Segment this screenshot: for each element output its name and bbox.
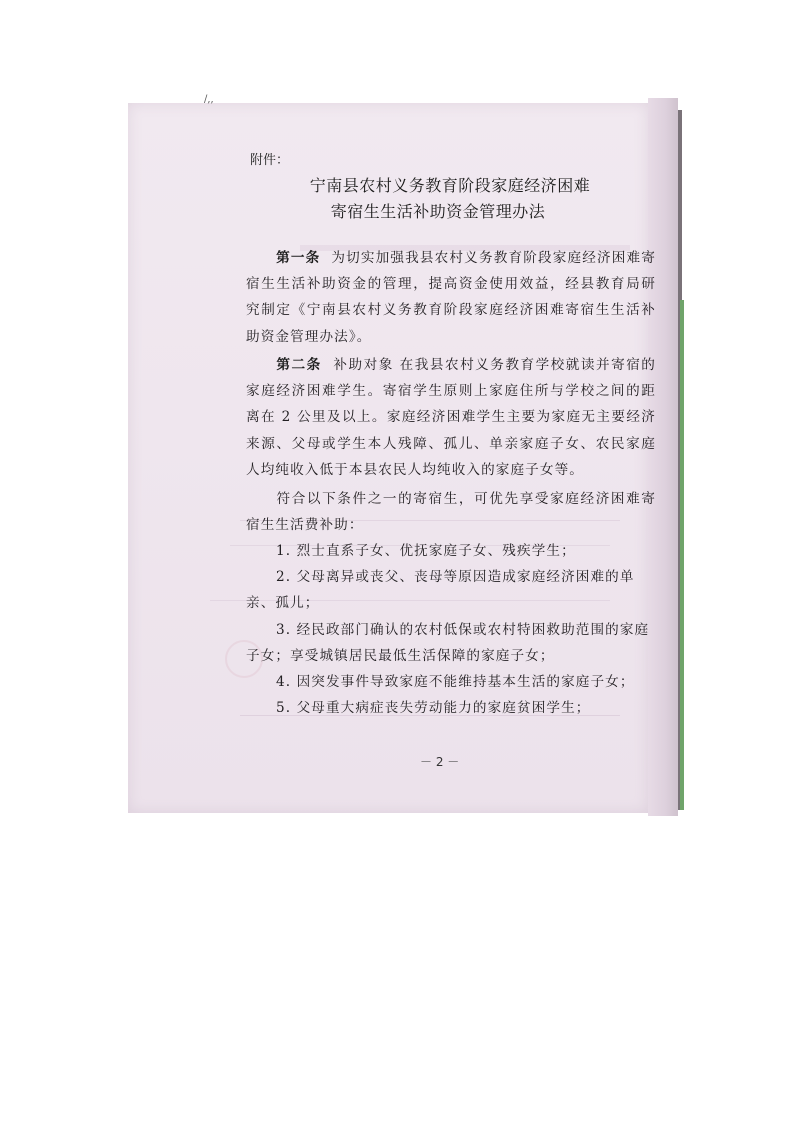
list-item-text: 2. 父母离异或丧父、丧母等原因造成家庭经济困难的单亲、孤儿； <box>246 569 635 612</box>
article-1 <box>246 245 656 350</box>
priority-intro <box>246 486 656 538</box>
list-item-text: 4. 因突发事件导致家庭不能维持基本生活的家庭子女； <box>276 674 635 690</box>
list-item <box>246 564 656 616</box>
document-title-line-2: 寄宿生生活补助资金管理办法 <box>330 202 546 221</box>
document-title-line-1: 宁南县农村义务教育阶段家庭经济困难 <box>309 176 591 195</box>
list-item <box>246 695 656 721</box>
corner-mark: /,, <box>204 94 214 105</box>
priority-intro-text: 符合以下条件之一的寄宿生，可优先享受家庭经济困难寄宿生生活费补助： <box>246 491 656 534</box>
article-1-text: 为切实加强我县农村义务教育阶段家庭经济困难寄宿生生活补助资金的管理，提高资金使用效益，经县教育局研究制定《宁南县农村义务教育阶段家庭经济困难寄宿生生活补助资金管理办法》。 <box>246 250 657 345</box>
list-item <box>246 617 656 669</box>
list-item-text: 5. 父母重大病症丧失劳动能力的家庭贫困学生； <box>276 700 591 716</box>
page-number: － 2 － <box>420 755 460 769</box>
article-2-text: 补助对象 在我县农村义务教育学校就读并寄宿的家庭经济困难学生。寄宿学生原则上家庭住所与学校之间的距离在 2 公里及以上。家庭经济困难学生主要为家庭无主要经济来源、父母或学生本人残障、孤儿、单亲家庭子女、农民家庭人均纯收入低于本县农民人均纯收入的家庭子女等。 <box>246 357 656 478</box>
list-item-text: 1. 烈士直系子女、优抚家庭子女、残疾学生； <box>276 543 576 559</box>
green-cover-edge <box>680 300 684 810</box>
article-1-heading: 第一条 <box>276 250 321 266</box>
list-item <box>246 538 656 564</box>
attachment-label: 附件： <box>250 153 290 168</box>
article-2-heading: 第二条 <box>276 357 322 373</box>
list-item-text: 3. 经民政部门确认的农村低保或农村特困救助范围的家庭子女；享受城镇居民最低生活保障的家庭子女； <box>246 622 650 665</box>
list-item <box>246 669 656 695</box>
article-2 <box>246 352 656 483</box>
